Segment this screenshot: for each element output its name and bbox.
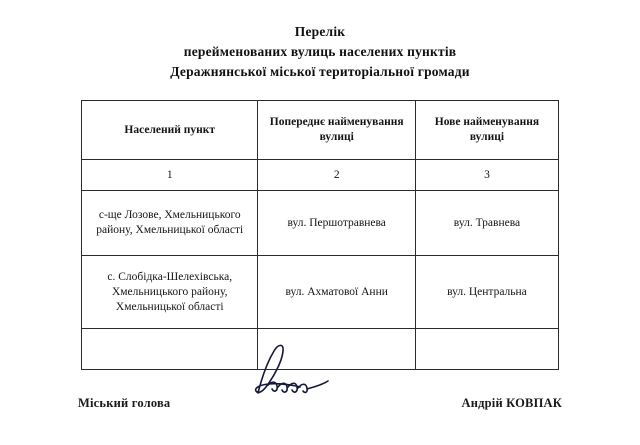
cell-new-name: вул. Травнева — [415, 191, 558, 256]
cell-old-name: вул. Ахматової Анни — [258, 256, 415, 329]
signature-role: Міський голова — [78, 396, 171, 410]
table-row — [82, 191, 559, 256]
cell-settlement: с-ще Лозове, Хмельницького району, Хмельницької області — [82, 191, 258, 256]
table-row — [82, 256, 559, 329]
handwritten-signature-icon — [228, 341, 358, 401]
signature-area — [0, 339, 640, 419]
renamed-streets-table-wrapper — [81, 100, 559, 370]
column-number-2: 2 — [258, 160, 415, 191]
header-settlement: Населений пункт — [82, 101, 258, 160]
title-line-3: Деражнянської міської територіальної громади — [170, 64, 470, 79]
signature-row — [0, 396, 640, 411]
header-old-name: Попереднє найменування вулиці — [258, 101, 415, 160]
document-title — [0, 0, 640, 82]
renamed-streets-table — [81, 100, 559, 370]
column-number-3: 3 — [415, 160, 558, 191]
cell-old-name: вул. Першотравнева — [258, 191, 415, 256]
table-column-number-row — [82, 160, 559, 191]
cell-settlement: с. Слобідка-Шелехівська, Хмельницького району, Хмельницької області — [82, 256, 258, 329]
column-number-1: 1 — [82, 160, 258, 191]
cell-new-name: вул. Центральна — [415, 256, 558, 329]
header-new-name: Нове найменування вулиці — [415, 101, 558, 160]
table-header-row — [82, 101, 559, 160]
title-line-1: Перелік — [294, 24, 346, 39]
signature-name: Андрій КОВПАК — [461, 396, 562, 410]
title-line-2: перейменованих вулиць населених пунктів — [183, 44, 457, 59]
